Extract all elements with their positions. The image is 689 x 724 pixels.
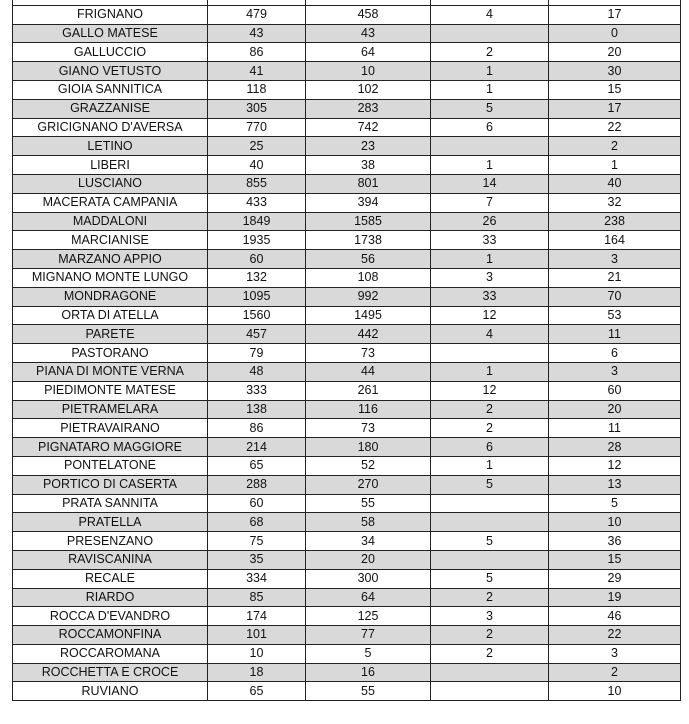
value-col2-cell: 58 (306, 513, 431, 532)
value-col4-cell: 0 (549, 24, 681, 43)
table-row (13, 231, 681, 250)
municipality-cell: RIARDO (13, 588, 208, 607)
municipality-cell: ROCCAMONFINA (13, 626, 208, 645)
value-col1-cell: 25 (208, 137, 306, 156)
value-col2-cell: 1738 (306, 231, 431, 250)
municipality-cell: ROCCA D'EVANDRO (13, 607, 208, 626)
value-col3-cell (431, 682, 549, 701)
value-col1-cell: 41 (208, 62, 306, 81)
value-col1-cell: 1935 (208, 231, 306, 250)
value-col2-cell: 16 (306, 663, 431, 682)
value-col2-cell: 283 (306, 99, 431, 118)
table-row (13, 550, 681, 569)
value-col1-cell: 770 (208, 118, 306, 137)
value-col4-cell: 164 (549, 231, 681, 250)
municipality-cell: PRESENZANO (13, 532, 208, 551)
value-col2-cell: 43 (306, 24, 431, 43)
value-col2-cell: 34 (306, 532, 431, 551)
municipality-cell: MARCIANISE (13, 231, 208, 250)
municipality-cell: GALLO MATESE (13, 24, 208, 43)
value-col3-cell: 4 (431, 5, 549, 24)
value-col2-cell: 64 (306, 588, 431, 607)
table-row (13, 306, 681, 325)
value-col1-cell: 65 (208, 682, 306, 701)
table-row (13, 118, 681, 137)
value-col4-cell: 3 (549, 362, 681, 381)
value-col2-cell: 442 (306, 325, 431, 344)
value-col1-cell: 138 (208, 400, 306, 419)
value-col4-cell: 17 (549, 5, 681, 24)
municipality-cell: PIETRAMELARA (13, 400, 208, 419)
value-col1-cell: 132 (208, 268, 306, 287)
municipality-cell: PRATELLA (13, 513, 208, 532)
value-col3-cell: 6 (431, 118, 549, 137)
municipality-cell: PORTICO DI CASERTA (13, 475, 208, 494)
value-col4-cell: 238 (549, 212, 681, 231)
value-col1-cell: 333 (208, 381, 306, 400)
value-col1-cell: 214 (208, 438, 306, 457)
municipality-cell: PONTELATONE (13, 456, 208, 475)
municipality-cell: MIGNANO MONTE LUNGO (13, 268, 208, 287)
value-col2-cell: 44 (306, 362, 431, 381)
value-col4-cell: 60 (549, 381, 681, 400)
value-col3-cell: 26 (431, 212, 549, 231)
municipality-cell: MADDALONI (13, 212, 208, 231)
municipality-cell: PIANA DI MONTE VERNA (13, 362, 208, 381)
value-col2-cell: 801 (306, 174, 431, 193)
value-col1-cell: 35 (208, 550, 306, 569)
value-col3-cell: 14 (431, 174, 549, 193)
value-col1-cell: 334 (208, 569, 306, 588)
municipality-cell: FRIGNANO (13, 5, 208, 24)
value-col4-cell: 32 (549, 193, 681, 212)
value-col2-cell: 55 (306, 494, 431, 513)
value-col4-cell: 15 (549, 80, 681, 99)
municipality-cell: MACERATA CAMPANIA (13, 193, 208, 212)
table-row (13, 212, 681, 231)
value-col4-cell: 20 (549, 43, 681, 62)
municipality-cell: ORTA DI ATELLA (13, 306, 208, 325)
value-col3-cell: 12 (431, 381, 549, 400)
value-col1-cell: 79 (208, 344, 306, 363)
value-col2-cell: 300 (306, 569, 431, 588)
table-row (13, 494, 681, 513)
table-row (13, 438, 681, 457)
table-row (13, 682, 681, 701)
value-col2-cell: 125 (306, 607, 431, 626)
table-body (13, 0, 681, 701)
table-row (13, 193, 681, 212)
value-col2-cell: 261 (306, 381, 431, 400)
value-col4-cell: 70 (549, 287, 681, 306)
value-col2-cell: 20 (306, 550, 431, 569)
table-row (13, 99, 681, 118)
value-col1-cell: 68 (208, 513, 306, 532)
table-row (13, 569, 681, 588)
value-col3-cell (431, 513, 549, 532)
municipality-cell: RAVISCANINA (13, 550, 208, 569)
value-col4-cell: 15 (549, 550, 681, 569)
value-col3-cell: 2 (431, 400, 549, 419)
value-col4-cell: 3 (549, 250, 681, 269)
table-row (13, 663, 681, 682)
value-col3-cell (431, 494, 549, 513)
table-row (13, 62, 681, 81)
value-col4-cell: 1 (549, 156, 681, 175)
value-col1-cell: 10 (208, 644, 306, 663)
table-row (13, 250, 681, 269)
table-row (13, 156, 681, 175)
value-col4-cell: 10 (549, 513, 681, 532)
municipality-cell: PIETRAVAIRANO (13, 419, 208, 438)
municipality-cell: GALLUCCIO (13, 43, 208, 62)
value-col1-cell: 305 (208, 99, 306, 118)
municipality-cell: LIBERI (13, 156, 208, 175)
value-col1-cell: 1849 (208, 212, 306, 231)
value-col2-cell: 180 (306, 438, 431, 457)
value-col1-cell: 18 (208, 663, 306, 682)
table-row (13, 644, 681, 663)
table-row (13, 5, 681, 24)
value-col4-cell: 22 (549, 626, 681, 645)
value-col2-cell: 77 (306, 626, 431, 645)
value-col1-cell: 457 (208, 325, 306, 344)
value-col1-cell: 48 (208, 362, 306, 381)
value-col2-cell: 23 (306, 137, 431, 156)
municipality-cell: LETINO (13, 137, 208, 156)
value-col4-cell: 2 (549, 663, 681, 682)
value-col2-cell: 394 (306, 193, 431, 212)
table-row (13, 80, 681, 99)
value-col4-cell: 11 (549, 419, 681, 438)
value-col2-cell: 742 (306, 118, 431, 137)
value-col4-cell: 12 (549, 456, 681, 475)
table-row (13, 325, 681, 344)
value-col4-cell: 28 (549, 438, 681, 457)
value-col3-cell (431, 344, 549, 363)
value-col2-cell: 64 (306, 43, 431, 62)
value-col4-cell: 6 (549, 344, 681, 363)
value-col3-cell: 3 (431, 607, 549, 626)
municipality-cell: ROCCAROMANA (13, 644, 208, 663)
municipality-cell: LUSCIANO (13, 174, 208, 193)
value-col1-cell: 101 (208, 626, 306, 645)
value-col3-cell: 1 (431, 250, 549, 269)
municipality-cell: PIGNATARO MAGGIORE (13, 438, 208, 457)
value-col3-cell (431, 137, 549, 156)
value-col3-cell: 2 (431, 43, 549, 62)
value-col2-cell: 73 (306, 344, 431, 363)
value-col4-cell: 36 (549, 532, 681, 551)
table-row (13, 400, 681, 419)
table-row (13, 268, 681, 287)
value-col2-cell: 270 (306, 475, 431, 494)
table-row (13, 419, 681, 438)
municipality-cell: GIOIA SANNITICA (13, 80, 208, 99)
municipality-cell: PIEDIMONTE MATESE (13, 381, 208, 400)
value-col1-cell: 118 (208, 80, 306, 99)
value-col4-cell: 3 (549, 644, 681, 663)
table-row (13, 475, 681, 494)
value-col3-cell: 1 (431, 62, 549, 81)
value-col3-cell: 2 (431, 588, 549, 607)
value-col4-cell: 21 (549, 268, 681, 287)
value-col3-cell: 6 (431, 438, 549, 457)
value-col1-cell: 174 (208, 607, 306, 626)
value-col3-cell (431, 663, 549, 682)
value-col2-cell: 102 (306, 80, 431, 99)
value-col4-cell: 5 (549, 494, 681, 513)
value-col1-cell: 86 (208, 419, 306, 438)
municipality-cell: PRATA SANNITA (13, 494, 208, 513)
value-col4-cell: 20 (549, 400, 681, 419)
municipality-cell: RECALE (13, 569, 208, 588)
value-col1-cell: 1095 (208, 287, 306, 306)
value-col4-cell: 46 (549, 607, 681, 626)
value-col3-cell: 3 (431, 268, 549, 287)
value-col2-cell: 1495 (306, 306, 431, 325)
value-col2-cell: 10 (306, 62, 431, 81)
value-col2-cell: 38 (306, 156, 431, 175)
municipality-cell: GRAZZANISE (13, 99, 208, 118)
value-col4-cell: 2 (549, 137, 681, 156)
value-col3-cell: 2 (431, 626, 549, 645)
table-row (13, 43, 681, 62)
value-col3-cell: 2 (431, 419, 549, 438)
value-col2-cell: 56 (306, 250, 431, 269)
municipality-data-table (12, 0, 681, 701)
value-col2-cell: 992 (306, 287, 431, 306)
value-col1-cell: 60 (208, 250, 306, 269)
value-col4-cell: 40 (549, 174, 681, 193)
table-row (13, 24, 681, 43)
municipality-cell: ROCCHETTA E CROCE (13, 663, 208, 682)
value-col4-cell: 10 (549, 682, 681, 701)
municipality-cell: GIANO VETUSTO (13, 62, 208, 81)
value-col2-cell: 52 (306, 456, 431, 475)
municipality-cell: PARETE (13, 325, 208, 344)
value-col4-cell: 17 (549, 99, 681, 118)
value-col3-cell (431, 550, 549, 569)
value-col1-cell: 288 (208, 475, 306, 494)
value-col1-cell: 60 (208, 494, 306, 513)
value-col2-cell: 5 (306, 644, 431, 663)
table-row (13, 287, 681, 306)
value-col1-cell: 65 (208, 456, 306, 475)
value-col3-cell (431, 24, 549, 43)
table-row (13, 588, 681, 607)
value-col1-cell: 433 (208, 193, 306, 212)
table-row (13, 137, 681, 156)
value-col2-cell: 55 (306, 682, 431, 701)
table-row (13, 626, 681, 645)
value-col1-cell: 1560 (208, 306, 306, 325)
value-col1-cell: 75 (208, 532, 306, 551)
value-col3-cell: 1 (431, 80, 549, 99)
table-row (13, 362, 681, 381)
municipality-cell: MONDRAGONE (13, 287, 208, 306)
value-col3-cell: 1 (431, 456, 549, 475)
value-col4-cell: 29 (549, 569, 681, 588)
value-col3-cell: 5 (431, 569, 549, 588)
value-col3-cell: 1 (431, 156, 549, 175)
municipality-cell: PASTORANO (13, 344, 208, 363)
value-col4-cell: 19 (549, 588, 681, 607)
table-row (13, 513, 681, 532)
value-col3-cell: 7 (431, 193, 549, 212)
value-col2-cell: 1585 (306, 212, 431, 231)
table-row (13, 607, 681, 626)
value-col2-cell: 458 (306, 5, 431, 24)
value-col3-cell: 33 (431, 231, 549, 250)
value-col1-cell: 43 (208, 24, 306, 43)
value-col3-cell: 33 (431, 287, 549, 306)
value-col4-cell: 30 (549, 62, 681, 81)
value-col1-cell: 85 (208, 588, 306, 607)
value-col1-cell: 40 (208, 156, 306, 175)
value-col3-cell: 5 (431, 475, 549, 494)
table-row (13, 381, 681, 400)
value-col3-cell: 5 (431, 99, 549, 118)
municipality-cell: GRICIGNANO D'AVERSA (13, 118, 208, 137)
value-col3-cell: 4 (431, 325, 549, 344)
value-col1-cell: 855 (208, 174, 306, 193)
value-col2-cell: 73 (306, 419, 431, 438)
value-col2-cell: 116 (306, 400, 431, 419)
table-row (13, 456, 681, 475)
value-col3-cell: 1 (431, 362, 549, 381)
municipality-cell: RUVIANO (13, 682, 208, 701)
value-col2-cell: 108 (306, 268, 431, 287)
value-col1-cell: 86 (208, 43, 306, 62)
value-col4-cell: 22 (549, 118, 681, 137)
value-col4-cell: 13 (549, 475, 681, 494)
municipality-cell: MARZANO APPIO (13, 250, 208, 269)
table-row (13, 174, 681, 193)
value-col4-cell: 11 (549, 325, 681, 344)
value-col1-cell: 479 (208, 5, 306, 24)
value-col3-cell: 2 (431, 644, 549, 663)
value-col3-cell: 12 (431, 306, 549, 325)
table-row (13, 532, 681, 551)
value-col3-cell: 5 (431, 532, 549, 551)
value-col4-cell: 53 (549, 306, 681, 325)
table-row (13, 344, 681, 363)
